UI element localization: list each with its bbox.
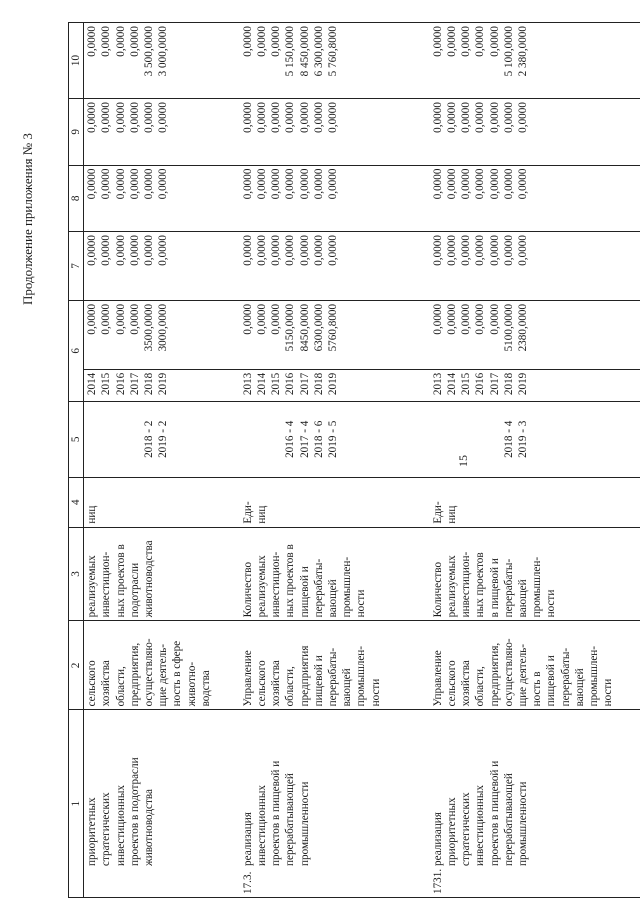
target-value: [473, 405, 487, 474]
target-value: [255, 405, 269, 474]
table-row: [84, 23, 240, 898]
amount-value: 0,0000: [431, 102, 444, 133]
activity-cell: [84, 710, 240, 898]
activity-name: реализация приоритетных стратегических инвестиционных проектов в пищевой и перерабатывающей промышленности: [431, 760, 529, 866]
amount-value: 0,0000: [460, 168, 473, 200]
header-cell: 4: [69, 477, 84, 527]
amount-value: 0,0000: [128, 168, 141, 200]
amount-cell: [430, 232, 640, 301]
executor-text: Управление сельского хозяйства области, предприятия, осуществляю- щие деятель- ность в пищевой и перерабаты- вающей промышлен- ности: [431, 638, 615, 707]
amount-value: 0,0000: [284, 102, 297, 133]
amount-value: 0,0000: [241, 235, 254, 266]
amount-cell: [430, 23, 640, 99]
year-cell: [240, 369, 430, 401]
amount-value: 0,0000: [502, 102, 515, 133]
amount-value: 2 380,0000: [516, 26, 529, 77]
target-cell: [430, 401, 640, 477]
amount-value: 0,0000: [157, 168, 170, 200]
amount-value: 0,0000: [460, 102, 473, 133]
amount-value: 0,0000: [298, 102, 311, 133]
amount-value: 0,0000: [270, 102, 283, 133]
amount-value: 0,0000: [502, 168, 515, 200]
target-value: [128, 405, 142, 474]
table-row: [430, 23, 640, 898]
amount-value: 0,0000: [445, 26, 458, 57]
amount-value: 5150,0000: [284, 303, 297, 352]
amount-value: 0,0000: [460, 303, 473, 335]
amount-value: 0,0000: [488, 168, 501, 200]
year-value: 2016: [474, 372, 487, 396]
table-body: [84, 23, 640, 898]
target-value: 2018 - 4: [502, 420, 515, 458]
target-value: [445, 405, 459, 474]
unit-cell: [240, 477, 430, 527]
year-value: 2015: [100, 372, 113, 396]
amount-value: 0,0000: [474, 168, 487, 200]
amount-value: 0,0000: [114, 303, 127, 335]
page-number: 15: [456, 455, 470, 467]
amount-value: 0,0000: [255, 26, 268, 57]
amount-value: 0,0000: [255, 102, 268, 133]
amount-value: 0,0000: [270, 26, 283, 57]
amount-value: 0,0000: [460, 26, 473, 57]
amount-value: 0,0000: [157, 102, 170, 133]
indicator-text: реализуемых инвестицион- ных проектов в подотрасли животноводства: [86, 540, 156, 618]
header-row: [69, 23, 84, 898]
target-value: 2019 - 2: [157, 420, 170, 458]
unit-cell: [84, 477, 240, 527]
amount-value: 0,0000: [241, 303, 254, 335]
amount-value: 0,0000: [431, 168, 444, 200]
header-cell: 10: [69, 23, 84, 99]
header-cell: 7: [69, 232, 84, 301]
amount-value: 5760,8000: [326, 303, 339, 352]
indicator-cell: [430, 527, 640, 621]
year-value: 2015: [270, 372, 283, 396]
executor-text: сельского хозяйства области, предприятия, осуществляю- щие деятель- ность в сфере животно- водства: [86, 638, 212, 707]
amount-value: 3000,0000: [157, 303, 170, 352]
executor-text: Управление сельского хозяйства области, предприятия пищевой и перерабаты- вающей промышлен- ности: [241, 645, 382, 707]
amount-value: 0,0000: [128, 235, 141, 266]
target-value: 2017 - 4: [298, 420, 311, 458]
target-value: [459, 405, 473, 474]
year-value: 2017: [298, 372, 311, 396]
amount-value: 0,0000: [312, 168, 325, 200]
target-value: [114, 405, 128, 474]
amount-value: 0,0000: [241, 26, 254, 57]
amount-value: 0,0000: [474, 235, 487, 266]
activity-number: 1731.: [431, 868, 444, 894]
activity-name: приоритетных стратегических инвестиционных проектов в подотрасли животноводства: [86, 757, 156, 866]
amount-value: 0,0000: [502, 235, 515, 266]
amount-value: 0,0000: [460, 235, 473, 266]
amount-value: 0,0000: [270, 235, 283, 266]
amount-value: 5 150,0000: [284, 26, 297, 77]
amount-cell: [430, 99, 640, 165]
amount-value: 5 100,0000: [502, 26, 515, 77]
target-cell: [240, 401, 430, 477]
amount-cell: [240, 300, 430, 369]
header-cell: 8: [69, 165, 84, 231]
amount-value: 0,0000: [445, 102, 458, 133]
header-cell: 6: [69, 300, 84, 401]
amount-value: 0,0000: [516, 168, 529, 200]
header-cell: 1: [69, 710, 84, 898]
activity-cell: [240, 710, 430, 898]
amount-value: 8450,0000: [298, 303, 311, 352]
year-value: 2019: [326, 372, 339, 396]
amount-value: 6300,0000: [312, 303, 325, 352]
amount-value: 0,0000: [326, 168, 339, 200]
amount-value: 0,0000: [326, 102, 339, 133]
amount-cell: [240, 99, 430, 165]
target-value: 2018 - 2: [143, 420, 156, 458]
amount-value: 0,0000: [312, 102, 325, 133]
year-value: 2017: [488, 372, 501, 396]
amount-cell: [240, 23, 430, 99]
unit-text: Еди- ниц: [241, 501, 268, 524]
amount-value: 0,0000: [86, 26, 99, 57]
year-value: 2014: [445, 372, 458, 396]
amount-cell: [84, 23, 240, 99]
amount-cell: [84, 99, 240, 165]
year-value: 2018: [502, 372, 515, 396]
amount-value: 0,0000: [100, 168, 113, 200]
year-value: 2017: [128, 372, 141, 396]
year-value: 2016: [284, 372, 297, 396]
amount-value: 0,0000: [445, 168, 458, 200]
amount-cell: [84, 165, 240, 231]
year-value: 2019: [157, 372, 170, 396]
table-row: [240, 23, 430, 898]
amount-value: 0,0000: [298, 168, 311, 200]
amount-cell: [84, 232, 240, 301]
amount-cell: [430, 300, 640, 369]
year-value: 2013: [431, 372, 444, 396]
amount-value: 0,0000: [255, 168, 268, 200]
amount-value: 0,0000: [86, 102, 99, 133]
indicator-text: Количество реализуемых инвестицион- ных проектов в пищевой и перерабаты- вающей промышлен- ности: [431, 551, 558, 618]
target-value: [488, 405, 502, 474]
unit-text: Еди- ниц: [431, 501, 458, 524]
activity-number: [85, 866, 156, 894]
amount-value: 0,0000: [86, 168, 99, 200]
header-cell: 2: [69, 621, 84, 710]
header-cell: 5: [69, 401, 84, 477]
amount-cell: [430, 165, 640, 231]
year-value: 2014: [255, 372, 268, 396]
amount-value: 2380,0000: [516, 303, 529, 352]
year-value: 2016: [114, 372, 127, 396]
indicator-cell: [84, 527, 240, 621]
amount-value: 8 450,0000: [298, 26, 311, 77]
amount-value: 3 000,0000: [157, 26, 170, 77]
amount-value: 0,0000: [270, 168, 283, 200]
amount-value: 3500,0000: [143, 303, 156, 352]
amount-value: 0,0000: [270, 303, 283, 335]
amount-value: 0,0000: [474, 102, 487, 133]
amount-value: 0,0000: [431, 26, 444, 57]
unit-cell: [430, 477, 640, 527]
amount-value: 3 500,0000: [143, 26, 156, 77]
amount-value: 0,0000: [157, 235, 170, 266]
target-value: 2019 - 3: [516, 420, 529, 458]
amount-value: 0,0000: [100, 102, 113, 133]
amount-value: 0,0000: [516, 235, 529, 266]
target-cell: [84, 401, 240, 477]
year-value: 2013: [241, 372, 254, 396]
year-value: 2015: [460, 372, 473, 396]
amount-value: 0,0000: [143, 168, 156, 200]
target-value: 2016 - 4: [284, 420, 297, 458]
amount-value: 0,0000: [100, 235, 113, 266]
amount-value: 0,0000: [445, 235, 458, 266]
amount-value: 0,0000: [143, 235, 156, 266]
amount-value: 0,0000: [284, 168, 297, 200]
continuation-caption: Продолжение приложения № 3: [20, 133, 35, 305]
amount-value: 6 300,0000: [312, 26, 325, 77]
amount-value: 0,0000: [114, 102, 127, 133]
executor-cell: [84, 621, 240, 710]
amount-value: 0,0000: [128, 26, 141, 57]
amount-value: 0,0000: [516, 102, 529, 133]
amount-value: 0,0000: [100, 303, 113, 335]
amount-cell: [84, 300, 240, 369]
year-value: 2018: [312, 372, 325, 396]
amount-value: 0,0000: [255, 235, 268, 266]
target-value: [269, 405, 283, 474]
year-value: 2018: [143, 372, 156, 396]
amount-value: 0,0000: [128, 102, 141, 133]
amount-cell: [240, 232, 430, 301]
amount-value: 0,0000: [431, 303, 444, 335]
target-value: 2018 - 6: [312, 420, 325, 458]
activity-cell: [430, 710, 640, 898]
executor-cell: [240, 621, 430, 710]
executor-cell: [430, 621, 640, 710]
amount-value: 0,0000: [445, 303, 458, 335]
amount-value: 0,0000: [431, 235, 444, 266]
header-cell: 3: [69, 527, 84, 621]
amount-value: 0,0000: [241, 102, 254, 133]
amount-value: 0,0000: [326, 235, 339, 266]
indicator-text: Количество реализуемых инвестицион- ных проектов в пищевой и перерабаты- вающей промышлен- ности: [241, 544, 368, 618]
amount-cell: [240, 165, 430, 231]
amount-value: 0,0000: [474, 303, 487, 335]
target-value: [99, 405, 113, 474]
amount-value: 0,0000: [241, 168, 254, 200]
amount-value: 0,0000: [298, 235, 311, 266]
amount-value: 0,0000: [114, 26, 127, 57]
year-value: 2014: [86, 372, 99, 396]
amount-value: 0,0000: [488, 26, 501, 57]
plan-table: [68, 22, 640, 898]
amount-value: 0,0000: [474, 26, 487, 57]
activity-number: 17.3.: [241, 871, 254, 894]
amount-value: 0,0000: [86, 303, 99, 335]
amount-value: 0,0000: [86, 235, 99, 266]
amount-value: 0,0000: [284, 235, 297, 266]
activity-name: реализация инвестиционных проектов в пищевой и перерабатывающей промышленности: [241, 760, 311, 866]
amount-value: 0,0000: [488, 102, 501, 133]
amount-value: 0,0000: [114, 235, 127, 266]
amount-value: 0,0000: [128, 303, 141, 335]
year-value: 2019: [516, 372, 529, 396]
year-cell: [84, 369, 240, 401]
amount-value: 5100,0000: [502, 303, 515, 352]
amount-value: 0,0000: [114, 168, 127, 200]
amount-value: 0,0000: [312, 235, 325, 266]
target-value: 2019 - 5: [326, 420, 339, 458]
amount-value: 0,0000: [488, 303, 501, 335]
indicator-cell: [240, 527, 430, 621]
header-cell: 9: [69, 99, 84, 165]
unit-text: ниц: [86, 505, 99, 524]
year-cell: [430, 369, 640, 401]
amount-value: 5 760,8000: [326, 26, 339, 77]
amount-value: 0,0000: [143, 102, 156, 133]
amount-value: 0,0000: [488, 235, 501, 266]
amount-value: 0,0000: [100, 26, 113, 57]
amount-value: 0,0000: [255, 303, 268, 335]
